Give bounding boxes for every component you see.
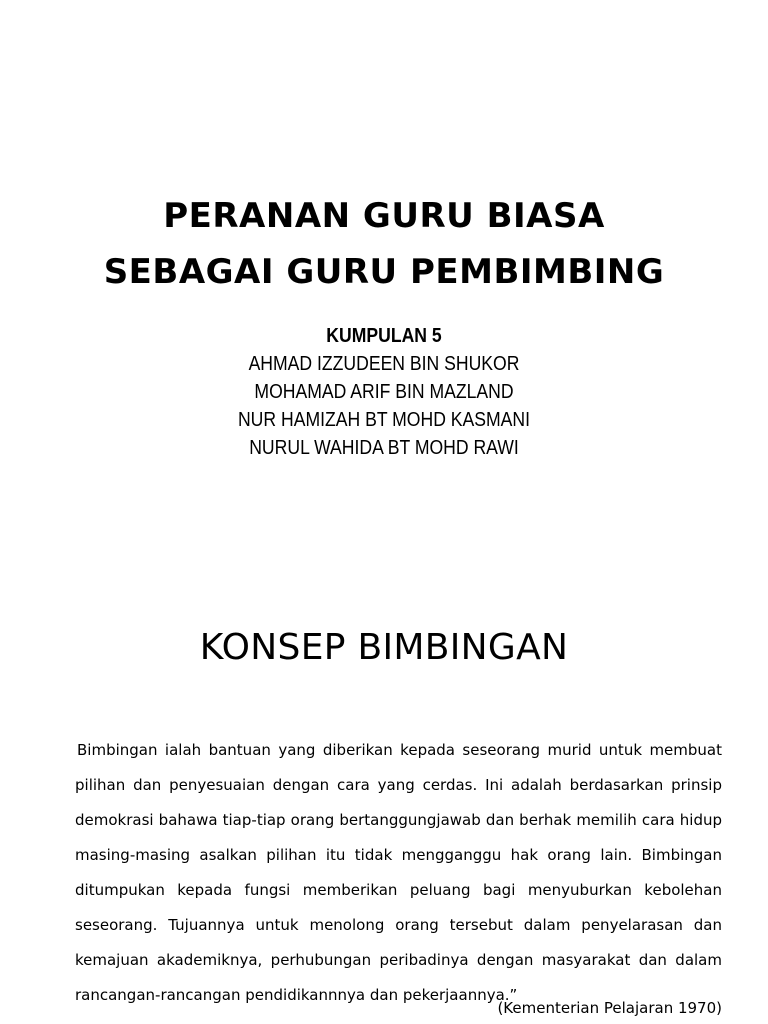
title-line-2: SEBAGAI GURU PEMBIMBING xyxy=(103,252,665,292)
group-name: KUMPULAN 5 xyxy=(326,325,442,347)
member-name: MOHAMAD ARIF BIN MAZLAND xyxy=(254,381,514,403)
member-name: NUR HAMIZAH BT MOHD KASMANI xyxy=(237,409,531,431)
content-slide xyxy=(0,560,768,1024)
presentation-title xyxy=(0,188,768,300)
citation: (Kementerian Pelajaran 1970) xyxy=(497,999,722,1017)
slide-heading: KONSEP BIMBINGAN xyxy=(199,627,569,668)
member-name: AHMAD IZZUDEEN BIN SHUKOR xyxy=(248,353,520,375)
definition-paragraph: Bimbingan ialah bantuan yang diberikan kepada seseorang murid untuk membuat pilihan dan penyesuaian dengan cara yang cerdas. Ini adalah berdasarkan prinsip demokrasi bahawa tiap-tiap orang bertanggungjawab dan berhak memilih cara hidup masing-masing asalkan pilihan itu tidak mengganggu hak orang lain. Bimbingan ditumpukan kepada fungsi memberikan peluang bagi menyuburkan kebolehan seseorang. Tujuannya untuk menolong orang tersebut dalam penyelarasan dan kemajuan akademiknya, perhubungan peribadinya dengan masyarakat dan dalam rancangan-rancangan pendidikannnya dan pekerjaannya.” xyxy=(75,741,722,1004)
member-name: NURUL WAHIDA BT MOHD RAWI xyxy=(249,437,519,459)
title-line-1: PERANAN GURU BIASA xyxy=(163,196,605,236)
group-info xyxy=(46,322,722,462)
